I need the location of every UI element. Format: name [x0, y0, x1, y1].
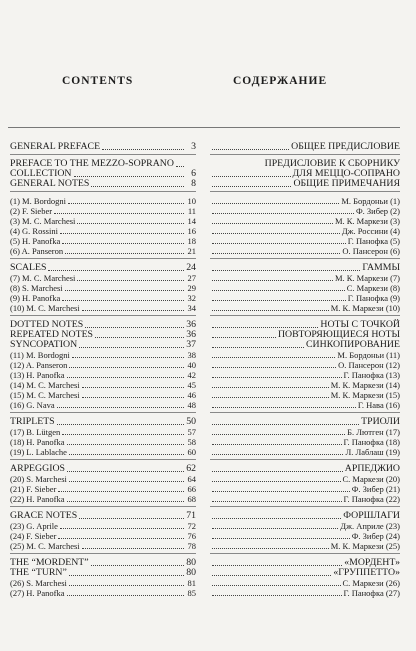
entry-title: (3) M. C. Marchesi	[10, 216, 76, 226]
contents-entry	[10, 474, 196, 484]
contents-entry	[10, 417, 196, 427]
page-number: 66	[187, 484, 196, 494]
contents-entry	[10, 511, 196, 521]
contents-entry	[10, 568, 196, 578]
entry-title: (7) M. C. Marchesi	[10, 273, 76, 283]
contents-entry	[10, 303, 196, 313]
entry-title: ПРЕДИСЛОВИЕ К СБОРНИКУ	[264, 158, 400, 169]
russian-contents-entry	[210, 447, 400, 457]
dot-leader	[212, 491, 350, 492]
dot-leader	[212, 253, 340, 254]
russian-contents-entry	[210, 484, 400, 494]
entry-title: Г. Панофка (13)	[343, 370, 400, 380]
entry-title: НОТЫ С ТОЧКОЙ	[320, 319, 400, 330]
dot-leader	[58, 491, 184, 492]
dot-leader	[69, 585, 184, 586]
contents-entry	[10, 541, 196, 551]
entry-title: (27) H. Panofka	[10, 588, 65, 598]
dot-leader	[54, 213, 184, 214]
entry-title: TRIPLETS	[10, 416, 55, 427]
contents-entry	[10, 206, 196, 216]
entry-title: ДЛЯ МЕЦЦО-СОПРАНО	[292, 168, 400, 179]
dot-leader	[212, 149, 289, 150]
entry-title: REPEATED NOTES	[10, 329, 94, 340]
page-number: 11	[187, 206, 196, 216]
contents-entry	[10, 370, 196, 380]
entry-title: О. Пансерон (12)	[338, 360, 400, 370]
entry-title: (4) G. Rossini	[10, 226, 58, 236]
dot-leader	[82, 397, 184, 398]
dot-leader	[212, 434, 345, 435]
russian-contents-entry	[210, 511, 400, 521]
page-number: 40	[187, 360, 196, 370]
contents-entry	[10, 142, 196, 152]
entry-title: Г. Панофка (5)	[347, 236, 400, 246]
contents-entry	[10, 226, 196, 236]
russian-contents-entry	[210, 370, 400, 380]
dot-leader	[212, 223, 333, 224]
entry-title: THE “MORDENT”	[10, 557, 89, 568]
contents-entry	[10, 588, 196, 598]
entry-title: (23) G. Aprile	[10, 521, 58, 531]
entry-title: «ГРУППЕТТО»	[333, 567, 400, 578]
english-contents-column	[10, 142, 196, 598]
dot-leader	[58, 538, 184, 539]
entry-title: Дж. Россини (4)	[341, 226, 400, 236]
dot-leader	[67, 471, 184, 472]
entry-title: Л. Лаблаш (19)	[345, 447, 400, 457]
contents-entry	[10, 494, 196, 504]
contents-entry	[10, 196, 196, 206]
dot-leader	[212, 357, 335, 358]
section-divider	[210, 553, 400, 555]
russian-contents-entry	[210, 179, 400, 189]
entry-title: М. К. Маркези (10)	[330, 303, 400, 313]
entry-title: ГАММЫ	[362, 262, 400, 273]
page-number: 57	[187, 427, 196, 437]
entry-title: (21) F. Sieber	[10, 484, 57, 494]
dot-leader	[212, 565, 342, 566]
dot-leader	[65, 290, 184, 291]
dot-leader	[212, 337, 276, 338]
dot-leader	[212, 397, 329, 398]
section-divider	[10, 315, 196, 317]
entry-title: (5) H. Panofka	[10, 236, 61, 246]
russian-contents-entry	[210, 142, 400, 152]
entry-title: ОБЩИЕ ПРИМЕЧАНИЯ	[293, 178, 400, 189]
dot-leader	[212, 203, 339, 204]
section-divider	[10, 191, 196, 193]
page-number: 68	[187, 494, 196, 504]
contents-entry	[10, 179, 196, 189]
page-number: 60	[187, 447, 196, 457]
entry-title: SYNCOPATION	[10, 339, 78, 350]
page-number: 50	[186, 416, 196, 427]
section-divider	[210, 258, 400, 260]
page-number: 78	[187, 541, 196, 551]
dot-leader	[67, 595, 184, 596]
russian-contents-entry	[210, 541, 400, 551]
section-divider	[210, 191, 400, 193]
dot-leader	[212, 186, 291, 187]
dot-leader	[212, 270, 360, 271]
dot-leader	[60, 233, 184, 234]
page-number: 18	[187, 236, 196, 246]
contents-entry	[10, 464, 196, 474]
dot-leader	[212, 454, 343, 455]
contents-entry	[10, 263, 196, 273]
dot-leader	[212, 327, 318, 328]
contents-entry	[10, 447, 196, 457]
entry-title: PREFACE TO THE MEZZO-SOPRANO	[10, 158, 174, 169]
entry-title: (8) S. Marchesi	[10, 283, 63, 293]
page-number: 45	[187, 380, 196, 390]
entry-title: GENERAL PREFACE	[10, 141, 101, 152]
entry-title: Г. Панофка (18)	[343, 437, 400, 447]
russian-contents-entry	[210, 360, 400, 370]
entry-title: Г. Панофка (9)	[347, 293, 400, 303]
dot-leader	[62, 243, 184, 244]
page-number: 36	[186, 319, 196, 330]
section-divider	[210, 315, 400, 317]
contents-entry	[10, 246, 196, 256]
page-number: 80	[186, 567, 196, 578]
section-divider	[210, 506, 400, 508]
entry-title: (20) S. Marchesi	[10, 474, 67, 484]
entry-title: АРПЕДЖИО	[344, 463, 400, 474]
contents-entry	[10, 236, 196, 246]
russian-contents-entry	[210, 531, 400, 541]
russian-contents-heading: СОДЕРЖАНИЕ	[233, 75, 328, 87]
section-divider	[210, 412, 400, 414]
entry-title: THE “TURN”	[10, 567, 67, 578]
russian-contents-entry	[210, 390, 400, 400]
dot-leader	[57, 407, 184, 408]
russian-contents-entry	[210, 588, 400, 598]
entry-title: DOTTED NOTES	[10, 319, 84, 330]
contents-entry	[10, 350, 196, 360]
entry-title: (9) H. Panofka	[10, 293, 61, 303]
russian-contents-entry	[210, 206, 400, 216]
page-number: 14	[187, 216, 196, 226]
entry-title: GENERAL NOTES	[10, 178, 90, 189]
russian-contents-entry	[210, 437, 400, 447]
dot-leader	[68, 203, 184, 204]
section-divider	[210, 154, 400, 156]
dot-leader	[212, 290, 345, 291]
dot-leader	[212, 444, 342, 445]
dot-leader	[62, 434, 184, 435]
entry-title: (15) M. C. Marchesi	[10, 390, 80, 400]
entry-title: М. К. Маркези (7)	[334, 273, 400, 283]
entry-title: (25) M. C. Marchesi	[10, 541, 80, 551]
russian-contents-entry	[210, 236, 400, 246]
dot-leader	[212, 176, 291, 177]
dot-leader	[212, 595, 342, 596]
dot-leader	[212, 538, 350, 539]
dot-leader	[69, 454, 184, 455]
entry-title: СИНКОПИРОВАНИЕ	[306, 339, 400, 350]
entry-title: С. Маркези (8)	[346, 283, 400, 293]
entry-title: «МОРДЕНТ»	[344, 557, 400, 568]
entry-title: ПОВТОРЯЮЩИЕСЯ НОТЫ	[277, 329, 400, 340]
russian-contents-entry	[210, 521, 400, 531]
contents-entry	[10, 484, 196, 494]
page-number: 6	[191, 168, 196, 179]
entry-title: (1) M. Bordogni	[10, 196, 66, 206]
dot-leader	[69, 575, 184, 576]
dot-leader	[212, 310, 329, 311]
section-divider	[10, 258, 196, 260]
contents-entry	[10, 427, 196, 437]
entry-title: (13) H. Panofka	[10, 370, 65, 380]
page-number: 37	[186, 339, 196, 350]
dot-leader	[212, 424, 359, 425]
page-number: 42	[187, 370, 196, 380]
dot-leader	[85, 327, 184, 328]
section-divider	[10, 459, 196, 461]
entry-title: ОБЩЕЕ ПРЕДИСЛОВИЕ	[291, 141, 400, 152]
entry-title: С. Маркези (20)	[342, 474, 400, 484]
page-number: 58	[187, 437, 196, 447]
dot-leader	[176, 166, 184, 167]
dot-leader	[77, 223, 184, 224]
dot-leader	[79, 518, 184, 519]
page-number: 80	[186, 557, 196, 568]
dot-leader	[69, 481, 184, 482]
dot-leader	[57, 424, 184, 425]
entry-title: SCALES	[10, 262, 47, 273]
page-number: 27	[187, 273, 196, 283]
page-number: 38	[187, 350, 196, 360]
entry-title: (6) A. Panseron	[10, 246, 64, 256]
contents-heading: CONTENTS	[62, 75, 134, 87]
dot-leader	[82, 310, 184, 311]
russian-contents-entry	[210, 350, 400, 360]
page-number: 81	[187, 578, 196, 588]
entry-title: Г. Панофка (27)	[343, 588, 400, 598]
entry-title: COLLECTION	[10, 168, 72, 179]
russian-contents-entry	[210, 246, 400, 256]
page-number: 10	[187, 196, 196, 206]
dot-leader	[79, 347, 184, 348]
dot-leader	[212, 233, 340, 234]
entry-title: Дж. Априле (23)	[340, 521, 400, 531]
dot-leader	[91, 186, 184, 187]
contents-entry	[10, 360, 196, 370]
entry-title: (22) H. Panofka	[10, 494, 65, 504]
entry-title: ARPEGGIOS	[10, 463, 65, 474]
dot-leader	[60, 528, 184, 529]
page-number: 32	[187, 293, 196, 303]
section-divider	[210, 459, 400, 461]
dot-leader	[212, 471, 343, 472]
russian-contents-entry	[210, 196, 400, 206]
entry-title: (2) F. Sieber	[10, 206, 53, 216]
dot-leader	[212, 300, 346, 301]
dot-leader	[62, 300, 184, 301]
dot-leader	[212, 528, 338, 529]
entry-title: ТРИОЛИ	[361, 416, 400, 427]
dot-leader	[212, 548, 329, 549]
section-divider	[10, 553, 196, 555]
russian-contents-entry	[210, 216, 400, 226]
russian-contents-entry	[210, 494, 400, 504]
entry-title: О. Пансерон (6)	[342, 246, 400, 256]
russian-contents-entry	[210, 380, 400, 390]
dot-leader	[65, 253, 184, 254]
russian-contents-entry	[210, 578, 400, 588]
russian-contents-entry	[210, 226, 400, 236]
contents-entry	[10, 216, 196, 226]
page-number: 46	[187, 390, 196, 400]
contents-entry	[10, 283, 196, 293]
entry-title: (14) M. C. Marchesi	[10, 380, 80, 390]
page-number: 24	[186, 262, 196, 273]
contents-entry	[10, 380, 196, 390]
page-number: 71	[186, 510, 196, 521]
russian-contents-entry	[210, 263, 400, 273]
dot-leader	[91, 565, 184, 566]
entry-title: (16) G. Nava	[10, 400, 55, 410]
page-number: 72	[187, 521, 196, 531]
entry-title: Г. Нава (16)	[357, 400, 400, 410]
page-number: 16	[187, 226, 196, 236]
russian-contents-entry	[210, 464, 400, 474]
page-number: 85	[187, 588, 196, 598]
dot-leader	[67, 501, 184, 502]
page-number: 62	[186, 463, 196, 474]
page-number: 21	[187, 246, 196, 256]
entry-title: Ф. Зибер (2)	[355, 206, 400, 216]
page-number: 8	[191, 178, 196, 189]
dot-leader	[212, 407, 356, 408]
section-divider	[10, 154, 196, 156]
dot-leader	[48, 270, 184, 271]
entry-title: Ф. Зибер (21)	[351, 484, 400, 494]
entry-title: (17) B. Lütgen	[10, 427, 61, 437]
dot-leader	[212, 367, 336, 368]
dot-leader	[212, 347, 304, 348]
dot-leader	[67, 377, 184, 378]
dot-leader	[212, 481, 341, 482]
entry-title: ФОРШЛАГИ	[343, 510, 400, 521]
dot-leader	[212, 213, 354, 214]
entry-title: (10) M. C. Marchesi	[10, 303, 80, 313]
top-rule	[8, 127, 400, 128]
contents-entry	[10, 390, 196, 400]
dot-leader	[212, 280, 333, 281]
contents-entry	[10, 521, 196, 531]
russian-contents-entry	[210, 273, 400, 283]
dot-leader	[212, 518, 341, 519]
dot-leader	[72, 357, 184, 358]
entry-title: (12) A. Panseron	[10, 360, 68, 370]
page-number: 36	[186, 329, 196, 340]
entry-title: С. Маркези (26)	[342, 578, 400, 588]
russian-contents-entry	[210, 303, 400, 313]
russian-contents-entry	[210, 283, 400, 293]
contents-entry	[10, 437, 196, 447]
entry-title: GRACE NOTES	[10, 510, 78, 521]
page-number: 48	[187, 400, 196, 410]
dot-leader	[212, 387, 329, 388]
contents-entry	[10, 531, 196, 541]
page-number: 29	[187, 283, 196, 293]
russian-contents-entry	[210, 474, 400, 484]
russian-contents-entry	[210, 427, 400, 437]
entry-title: Б. Лютген (17)	[347, 427, 400, 437]
entry-title: (24) F. Sieber	[10, 531, 57, 541]
contents-entry	[10, 400, 196, 410]
contents-entry	[10, 578, 196, 588]
page-number: 34	[187, 303, 196, 313]
entry-title: М. Бордоньи (11)	[337, 350, 400, 360]
russian-contents-entry	[210, 293, 400, 303]
dot-leader	[102, 149, 184, 150]
dot-leader	[212, 585, 341, 586]
dot-leader	[212, 243, 346, 244]
russian-contents-entry	[210, 340, 400, 350]
entry-title: Г. Панофка (22)	[343, 494, 400, 504]
dot-leader	[82, 387, 184, 388]
page-number: 64	[187, 474, 196, 484]
russian-contents-entry	[210, 400, 400, 410]
section-divider	[10, 412, 196, 414]
russian-contents-entry	[210, 568, 400, 578]
dot-leader	[212, 575, 331, 576]
dot-leader	[82, 548, 184, 549]
russian-contents-column	[210, 142, 400, 598]
contents-entry	[10, 293, 196, 303]
contents-entry	[10, 273, 196, 283]
entry-title: (19) L. Lablache	[10, 447, 67, 457]
page-number: 3	[191, 141, 196, 152]
entry-title: М. Бордоньи (1)	[341, 196, 400, 206]
page-number: 76	[187, 531, 196, 541]
entry-title: (11) M. Bordogni	[10, 350, 70, 360]
entry-title: (18) H. Panofka	[10, 437, 65, 447]
russian-contents-entry	[210, 417, 400, 427]
entry-title: М. К. Маркези (15)	[330, 390, 400, 400]
dot-leader	[67, 444, 184, 445]
dot-leader	[74, 176, 185, 177]
dot-leader	[77, 280, 184, 281]
dot-leader	[212, 377, 342, 378]
entry-title: М. К. Маркези (14)	[330, 380, 400, 390]
dot-leader	[69, 367, 184, 368]
dot-leader	[95, 337, 184, 338]
entry-title: М. К. Маркези (25)	[330, 541, 400, 551]
entry-title: М. К. Маркези (3)	[334, 216, 400, 226]
contents-entry	[10, 340, 196, 350]
entry-title: (26) S. Marchesi	[10, 578, 67, 588]
entry-title: Ф. Зибер (24)	[351, 531, 400, 541]
dot-leader	[212, 501, 342, 502]
section-divider	[10, 506, 196, 508]
